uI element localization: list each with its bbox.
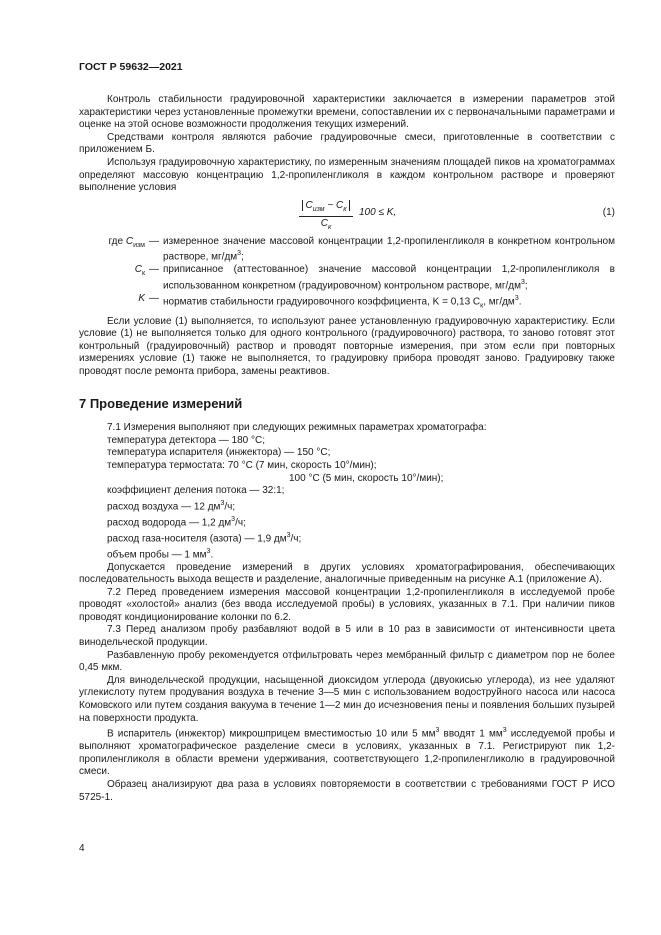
parameter-line: температура детектора — 180 °С; bbox=[107, 434, 266, 446]
paragraph: Если условие (1) выполняется, то используют ранее установленную градуировочную характеристику. Если условие (1) не выполняется только для одного контрольного (градуировочного) раствора, то заново готовят этот контрольный (градуировочный) раствор и проводят повторные измерения, при этом если при повторных измерениях условие (1) также не выполняется, то градуировку прибора проводят заново. Градуировку также проводят после ремонта прибора, замены реактивов. bbox=[79, 315, 615, 378]
parameter-line: объем пробы — 1 $мм^3$. bbox=[107, 547, 214, 560]
definition-item: где $C_{изм}$ — измеренное значение массовой концентрации 1,2-пропиленгликоля в конкретном контрольном растворе, $мг/дм^3$; bbox=[108, 235, 615, 263]
paragraph: Разбавленную пробу рекомендуется отфильтровать через мембранный фильтр с диаметром пор не более 0,45 мкм. bbox=[79, 649, 615, 674]
formula-condition: 100 ≤ K, bbox=[359, 206, 397, 218]
section-heading: 7 Проведение измерений bbox=[79, 395, 243, 411]
formula-numerator: $C_{изм} - C_к$ bbox=[299, 200, 352, 218]
paragraph: 7.1 Измерения выполняют при следующих режимных параметрах хроматографа: bbox=[107, 422, 487, 434]
document-header: ГОСТ Р 59632—2021 bbox=[79, 61, 183, 73]
parameter-line: коэффициент деления потока — 32:1; bbox=[107, 485, 285, 497]
parameter-line: расход газа-носителя (азота) — 1,9 $дм^3/ч$; bbox=[107, 531, 302, 544]
paragraph: 7.2 Перед проведением измерения массовой концентрации 1,2-пропиленгликоля в исследуемой пробе проводят «холостой» анализ (без ввода исследуемой пробы) в условиях, указанных в 7.1. При наличии пиков проводят кондиционирование колонки по 6.2. bbox=[79, 586, 615, 623]
definition-item: $C_к$ — приписанное (аттестованное) значение массовой концентрации 1,2-пропиленгликоля в использованном конкретном (градуировочном) контрольном растворе, $мг/дм^3$; bbox=[134, 264, 615, 292]
formula-1 bbox=[79, 200, 615, 230]
parameter-line: расход водорода — 1,2 $дм^3/ч$; bbox=[107, 515, 246, 529]
paragraph: Средствами контроля являются рабочие градуировочные смеси, приготовленные в соответствии с приложением Б. bbox=[79, 131, 615, 156]
paragraph: 7.3 Перед анализом пробу разбавляют водой в 5 или в 10 раз в зависимости от интенсивности цвета винодельческой продукции. bbox=[79, 624, 615, 649]
paragraph: Контроль стабильности градуировочной характеристики заключается в измерении параметров этой характеристики через установленные промежутки времени, сопоставлении их с первоначальными параметрами и оценке на этой основе возможности продолжения текущих измерений. bbox=[79, 94, 615, 131]
parameter-line: расход воздуха — 12 $дм^3/ч$; bbox=[107, 499, 236, 513]
paragraph: Используя градуировочную характеристику, по измеренным значениям площадей пиков на хроматограммах определяют массовую концентрацию 1,2-пропиленгликоля в каждом контрольном растворе и проверяют выполнение условия bbox=[79, 156, 615, 194]
parameter-line: температура испарителя (инжектора) — 150 °С; bbox=[107, 447, 331, 459]
page-number: 4 bbox=[79, 843, 85, 854]
definitions-list bbox=[79, 236, 615, 313]
parameter-line: 100 °С (5 мин, скорость 10°/мин); bbox=[289, 472, 444, 484]
page-content bbox=[79, 94, 615, 804]
equation-number: (1) bbox=[602, 206, 615, 218]
formula-denominator: $C_к$ bbox=[320, 218, 332, 232]
paragraph: Для винодельческой продукции, насыщенной диоксидом углерода (двуокисью углерода), из нее удаляют углекислоту путем продувания воздуха в течение 3—5 мин с использованием водоструйного насоса или насоса Комовского или путем создания вакуума в течение 1—2 мин до исчезновения пены и появления больших пузырей на поверхности продукта. bbox=[79, 674, 615, 724]
paragraph: Допускается проведение измерений в других условиях хроматографирования, обеспечивающих последовательность выхода веществ и разделение, аналогичные приведенным на рисунке А.1 (приложение А). bbox=[79, 561, 615, 586]
formula-fraction bbox=[295, 200, 357, 235]
paragraph: Образец анализируют два раза в условиях повторяемости в соответствии с требованиями ГОСТ Р ИСО 5725-1. bbox=[79, 778, 615, 803]
definition-item: K — норматив стабильности градуировочного коэффициента, K = 0,13 $C_к$, $мг/дм^3$. bbox=[138, 292, 522, 310]
parameter-line: температура термостата: 70 °С (7 мин, скорость 10°/мин); bbox=[107, 460, 377, 472]
paragraph: В испаритель (инжектор) микрошприцем вместимостью 10 или 5 $мм^3$ вводят 1 $мм^3$ исследуемой пробы и выполняют хроматографическое разделение смеси в условиях, указанных в 7.1. Регистрируют пик 1,2-пропиленгликоля в области времени удерживания, соответствующего 1,2-пропиленгликолю в градуировочной смеси. bbox=[79, 727, 615, 778]
